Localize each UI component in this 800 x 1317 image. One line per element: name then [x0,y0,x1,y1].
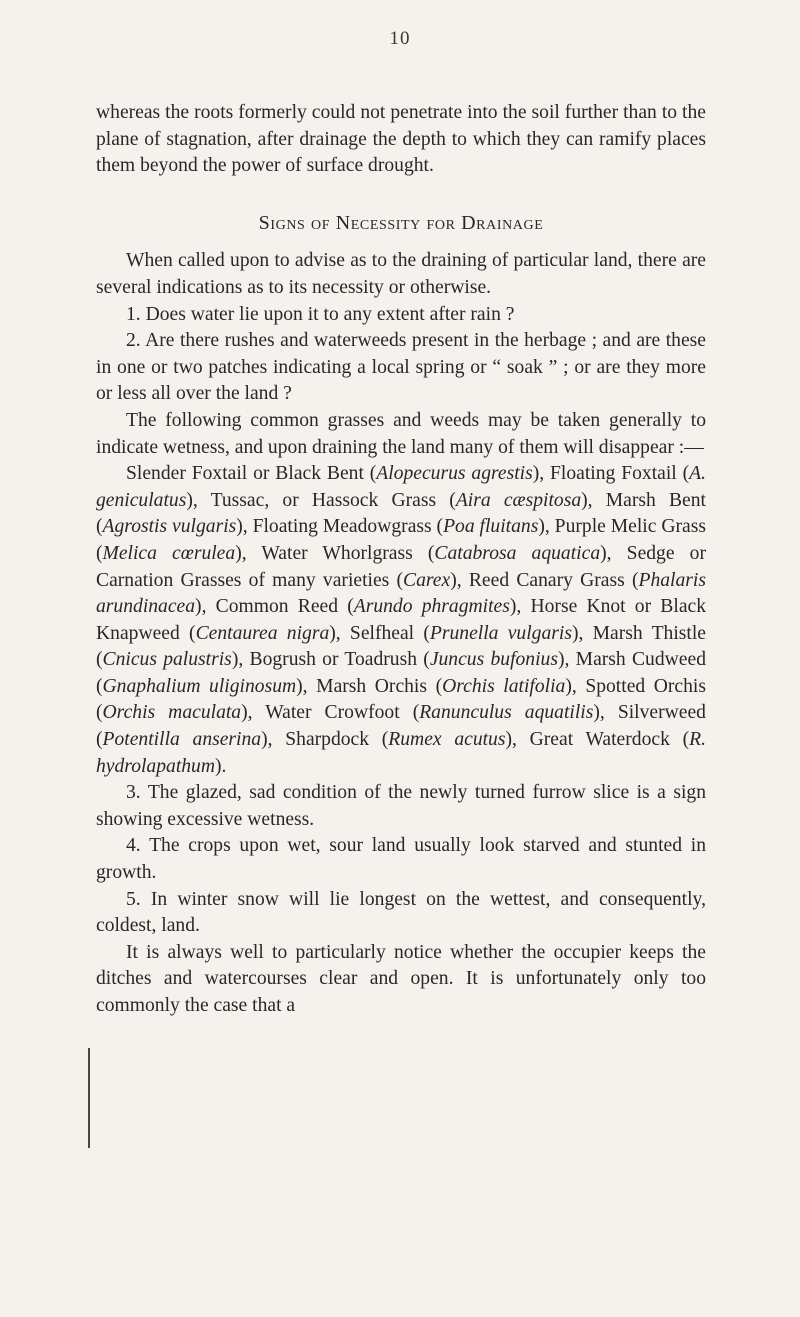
latin-name: Carex [403,569,451,591]
latin-name: Cnicus palustris [102,649,232,671]
latin-name: Alopecurus agrestis [376,463,533,485]
latin-name: Juncus bufonius [429,649,558,671]
latin-name: Aira cæspitosa [455,489,582,511]
paragraph-item-5: 5. In winter snow will lie longest on the wettest, and consequently, coldest, land. [96,888,706,937]
latin-name: Orchis latifolia [442,675,566,697]
margin-pencil-mark [88,1048,90,1148]
latin-name: Arundo phragmites [353,596,510,618]
body-text [96,100,706,1020]
paragraph-closing: It is always well to particularly notice whether the occupier keeps the ditches and watercourses clear and open. It is unfortunately only too commonly the case that a [96,941,706,1016]
page-number: 10 [389,28,411,49]
latin-name: Centaurea nigra [195,622,330,644]
latin-name: R. hydrolapathum [96,729,706,777]
paragraph-item-3: 3. The glazed, sad condition of the newly turned furrow slice is a sign showing excessive wetness. [96,782,706,830]
latin-name: Gnaphalium uliginosum [102,675,297,697]
latin-name: Melica cœrulea [102,542,236,564]
paragraph-species-list: Slender Foxtail or Black Bent (Alopecurus agrestis), Floating Foxtail (A. geniculatus), Tussac, or Hassock Grass (Aira cæspitosa), Marsh Bent (Agrostis vulgaris), Floating Meadowgrass (Poa fluitans), Purple Melic Grass (Melica cœrulea), Water Whorlgrass (Catabrosa aquatica), Sedge or Carnation Grasses of many varieties (Carex), Reed Canary Grass (Phalaris arundinacea), Common Reed (Arundo phragmites), Horse Knot or Black Knapweed (Centaurea nigra), Selfheal (Prunella vulgaris), Marsh Thistle (Cnicus palustris), Bogrush or Toadrush (Juncus bufonius), Marsh Cudweed (Gnaphalium uliginosum), Marsh Orchis (Orchis latifolia), Spotted Orchis (Orchis maculata), Water Crowfoot (Ranunculus aquatilis), Silverweed (Potentilla anserina), Sharpdock (Rumex acutus), Great Waterdock (R. hydrolapathum). [96,463,707,777]
paragraph-item-4: 4. The crops upon wet, sour land usually look starved and stunted in growth. [96,835,706,884]
paragraph-item-2: 2. Are there rushes and waterweeds present in the herbage ; and are these in one or two patches indicating a local spring or “ soak ” ; or are they more or less all over the land ? [96,330,706,405]
latin-name: Ranunculus aquatilis [419,702,594,724]
latin-name: Potentilla anserina [102,729,262,751]
section-heading: Signs of Necessity for Drainage [258,211,544,234]
latin-name: Poa fluitans [443,516,539,538]
paragraph-intro: When called upon to advise as to the draining of particular land, there are several indications as to its necessity or otherwise. [96,250,706,298]
latin-name: Rumex acutus [388,729,506,751]
paragraph-item-1: 1. Does water lie upon it to any extent after rain ? [126,303,515,325]
latin-name: Catabrosa aquatica [434,542,601,564]
latin-name: Prunella vulgaris [429,622,572,644]
paragraph-grasses-intro: The following common grasses and weeds may be taken generally to indicate wetness, and upon draining the land many of them will disappear :— [96,409,706,458]
latin-name: Phalaris arundinacea [96,569,706,618]
paragraph-continuation: whereas the roots formerly could not penetrate into the soil further than to the plane of stagnation, after drainage the depth to which they can ramify places them beyond the power of surface drought. [96,102,706,177]
latin-name: Agrostis vulgaris [102,516,237,538]
latin-name: A. geniculatus [96,463,707,511]
latin-name: Orchis maculata [102,702,242,724]
